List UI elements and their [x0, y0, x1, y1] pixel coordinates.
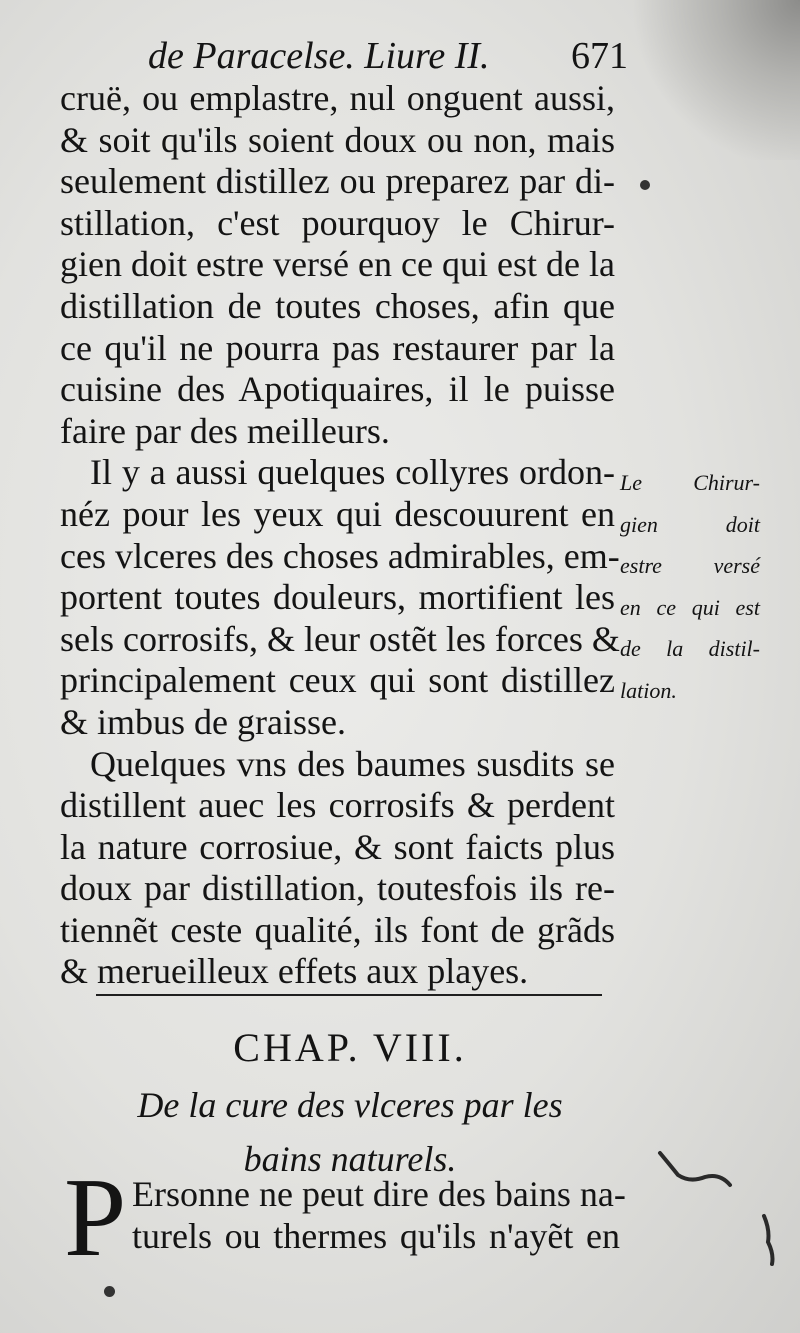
text-line: & imbus de graisse. [60, 701, 346, 742]
text-line: portent toutes douleurs, mortifient les [60, 577, 615, 618]
margin-note-line: estre versé [620, 553, 760, 579]
margin-note-line: lation. [620, 677, 677, 703]
text-line: ces vlceres des choses admirables, em- [60, 535, 620, 576]
text-line: cuisine des Apotiquaires, il le puisse [60, 369, 615, 410]
drop-cap: P [64, 1156, 127, 1280]
chapter-text [132, 1168, 626, 1256]
margin-note [620, 462, 760, 712]
chapter-heading: CHAP. VIII. [233, 1025, 467, 1070]
text-line: distillent auec les corrosifs & perdent [60, 785, 615, 826]
text-line: distillation de toutes choses, afin que [60, 285, 615, 326]
margin-note-line: de la distil- [620, 636, 760, 662]
text-line: cruë, ou emplastre, nul onguent aussi, [60, 78, 615, 118]
text-line: tiennẽt ceste qualité, ils font de grãds [60, 909, 615, 950]
chapter-title-line: bains naturels. [243, 1139, 457, 1179]
text-line: gien doit estre versé en ce qui est de la [60, 244, 615, 285]
section-divider [96, 994, 602, 996]
chapter-title-line: De la cure des vlceres par les [137, 1085, 563, 1125]
ink-squiggle-mark [650, 1145, 740, 1205]
text-line: ce qu'il ne pourra pas restaurer par la [60, 327, 615, 368]
ink-dot-mark [640, 180, 650, 190]
text-line: sels corrosifs, & leur ostẽt les forces & [60, 618, 620, 659]
page-stain [630, 0, 800, 160]
margin-note-line: gien doit [620, 511, 760, 537]
paragraph-start-line: Quelques vns des baumes susdits se [90, 743, 615, 784]
text-line: & merueilleux effets aux playes. [60, 951, 529, 992]
text-line: stillation, c'est pourquoy le Chirur- [60, 202, 615, 243]
ink-stroke-mark [756, 1210, 786, 1270]
text-line: doux par distillation, toutesfois ils re- [60, 868, 615, 909]
text-line: la nature corrosiue, & sont faicts plus [60, 826, 615, 867]
paragraph-start-line: Il y a aussi quelques collyres ordon- [90, 452, 615, 493]
margin-note-line: Le Chirur- [620, 470, 760, 495]
text-line: & soit qu'ils soient doux ou non, mais [60, 119, 615, 160]
page-number: 671 [571, 35, 628, 77]
running-head: de Paracelse. Liure II. [148, 35, 490, 77]
body-text [60, 78, 620, 993]
text-line: faire par des meilleurs. [60, 410, 390, 451]
margin-note-line: en ce qui est [620, 594, 760, 620]
text-line: turels ou thermes qu'ils n'ayẽt en [132, 1215, 620, 1256]
text-line: Ersonne ne peut dire des bains na- [132, 1174, 626, 1214]
ink-dot-mark [104, 1286, 115, 1297]
text-line: seulement distillez ou preparez par di- [60, 161, 615, 202]
text-line: principalement ceux qui sont distillez [60, 660, 615, 701]
text-line: néz pour les yeux qui descouurent en [60, 493, 615, 534]
